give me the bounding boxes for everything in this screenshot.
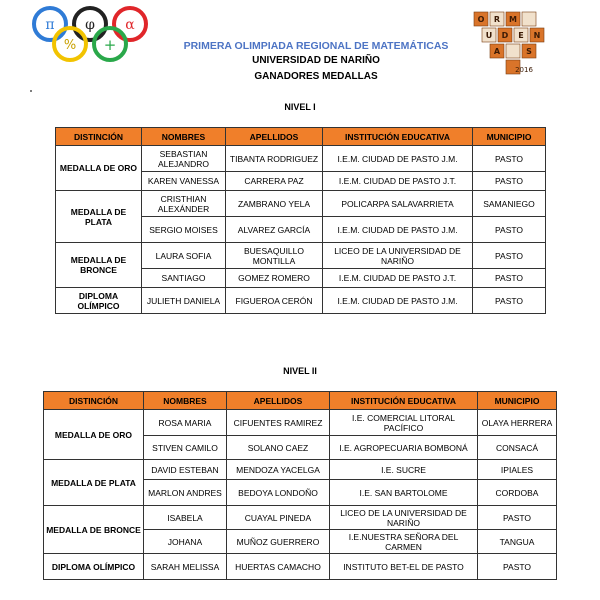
distinction-cell: MEDALLA DE ORO [44, 410, 144, 460]
municipality-cell: PASTO [473, 217, 546, 243]
plus-symbol: + [103, 36, 117, 54]
cube-letter: D [501, 31, 509, 40]
distinction-cell: MEDALLA DE PLATA [44, 460, 144, 506]
table-row [56, 191, 546, 217]
level-2-table [43, 391, 557, 580]
institution-cell: I.E. COMERCIAL LITORAL PACÍFICO [330, 410, 478, 436]
surnames-cell: BEDOYA LONDOÑO [227, 480, 330, 506]
names-cell: ROSA MARIA [144, 410, 227, 436]
table-body [56, 146, 546, 314]
institution-cell: LICEO DE LA UNIVERSIDAD DE NARIÑO [323, 243, 473, 269]
names-cell: CRISTHIAN ALEXÁNDER [142, 191, 226, 217]
names-cell: DAVID ESTEBAN [144, 460, 227, 480]
names-cell: JOHANA [144, 530, 227, 554]
cube-year: 2016 [515, 66, 533, 74]
municipality-cell: CORDOBA [478, 480, 557, 506]
cube-letter: E [518, 31, 524, 40]
olympiad-title: PRIMERA OLIMPIADA REGIONAL DE MATEMÁTICAS [183, 40, 449, 52]
page-header [0, 0, 600, 100]
column-header: APELLIDOS [226, 128, 323, 146]
names-cell: SERGIO MOISES [142, 217, 226, 243]
table-header-row [56, 128, 546, 146]
distinction-cell: MEDALLA DE ORO [56, 146, 142, 191]
level-1-title: NIVEL I [284, 102, 316, 112]
municipality-cell: PASTO [473, 269, 546, 288]
institution-cell: I.E.M. CIUDAD DE PASTO J.T. [323, 269, 473, 288]
surnames-cell: GOMEZ ROMERO [226, 269, 323, 288]
institution-cell: I.E. AGROPECUARIA BOMBONÁ [330, 436, 478, 460]
cube-letter: O [477, 15, 485, 24]
municipality-cell: PASTO [473, 243, 546, 269]
stray-dot [30, 90, 32, 92]
surnames-cell: ZAMBRANO YELA [226, 191, 323, 217]
cube-letter: M [509, 15, 517, 24]
surnames-cell: CIFUENTES RAMIREZ [227, 410, 330, 436]
table-row [44, 506, 557, 530]
institution-cell: I.E.M. CIUDAD DE PASTO J.M. [323, 146, 473, 172]
names-cell: STIVEN CAMILO [144, 436, 227, 460]
cube-letter: U [485, 31, 493, 40]
column-header: INSTITUCIÓN EDUCATIVA [330, 392, 478, 410]
cube-letter: R [493, 15, 501, 24]
surnames-cell: TIBANTA RODRIGUEZ [226, 146, 323, 172]
table-row [44, 554, 557, 580]
percent-symbol: % [63, 38, 77, 53]
surnames-cell: CARRERA PAZ [226, 172, 323, 191]
names-cell: SARAH MELISSA [144, 554, 227, 580]
names-cell: SANTIAGO [142, 269, 226, 288]
column-header: MUNICIPIO [478, 392, 557, 410]
institution-cell: I.E.M. CIUDAD DE PASTO J.M. [323, 288, 473, 314]
table-row [44, 410, 557, 436]
winners-subtitle: GANADORES MEDALLAS [254, 71, 378, 82]
municipality-cell: PASTO [478, 554, 557, 580]
surnames-cell: HUERTAS CAMACHO [227, 554, 330, 580]
distinction-cell: MEDALLA DE PLATA [56, 191, 142, 243]
surnames-cell: CUAYAL PINEDA [227, 506, 330, 530]
table-row [56, 146, 546, 172]
pi-symbol: π [45, 17, 55, 33]
municipality-cell: CONSACÁ [478, 436, 557, 460]
institution-cell: POLICARPA SALAVARRIETA [323, 191, 473, 217]
municipality-cell: SAMANIEGO [473, 191, 546, 217]
table-header-row [44, 392, 557, 410]
table-row [56, 243, 546, 269]
names-cell: LAURA SOFIA [142, 243, 226, 269]
institution-cell: I.E.M. CIUDAD DE PASTO J.M. [323, 217, 473, 243]
column-header: DISTINCIÓN [56, 128, 142, 146]
municipality-cell: PASTO [473, 172, 546, 191]
column-header: NOMBRES [142, 128, 226, 146]
surnames-cell: ALVAREZ GARCÍA [226, 217, 323, 243]
municipality-cell: PASTO [478, 506, 557, 530]
surnames-cell: FIGUEROA CERÓN [226, 288, 323, 314]
university-name: UNIVERSIDAD DE NARIÑO [252, 55, 380, 66]
institution-cell: LICEO DE LA UNIVERSIDAD DE NARIÑO [330, 506, 478, 530]
surnames-cell: MENDOZA YACELGA [227, 460, 330, 480]
names-cell: MARLON ANDRES [144, 480, 227, 506]
municipality-cell: OLAYA HERRERA [478, 410, 557, 436]
column-header: APELLIDOS [227, 392, 330, 410]
table-row [56, 288, 546, 314]
distinction-cell: MEDALLA DE BRONCE [44, 506, 144, 554]
distinction-cell: MEDALLA DE BRONCE [56, 243, 142, 288]
surnames-cell: MUÑOZ GUERRERO [227, 530, 330, 554]
names-cell: ISABELA [144, 506, 227, 530]
municipality-cell: TANGUA [478, 530, 557, 554]
municipality-cell: IPIALES [478, 460, 557, 480]
names-cell: KAREN VANESSA [142, 172, 226, 191]
institution-cell: I.E.NUESTRA SEÑORA DEL CARMEN [330, 530, 478, 554]
municipality-cell: PASTO [473, 288, 546, 314]
cube-letter: N [533, 31, 541, 40]
table-body [44, 410, 557, 580]
names-cell: SEBASTIAN ALEJANDRO [142, 146, 226, 172]
phi-symbol: φ [85, 17, 95, 33]
surnames-cell: BUESAQUILLO MONTILLA [226, 243, 323, 269]
column-header: INSTITUCIÓN EDUCATIVA [323, 128, 473, 146]
cube-letter: A [493, 47, 501, 56]
table-row [44, 460, 557, 480]
institution-cell: I.E. SAN BARTOLOME [330, 480, 478, 506]
surnames-cell: SOLANO CAEZ [227, 436, 330, 460]
level-1-table [55, 127, 546, 314]
institution-cell: I.E. SUCRE [330, 460, 478, 480]
alpha-symbol: α [125, 17, 135, 33]
level-2-title: NIVEL II [283, 366, 317, 376]
distinction-cell: DIPLOMA OLÍMPICO [56, 288, 142, 314]
institution-cell: INSTITUTO BET-EL DE PASTO [330, 554, 478, 580]
cube-letter: S [526, 47, 532, 56]
municipality-cell: PASTO [473, 146, 546, 172]
column-header: DISTINCIÓN [44, 392, 144, 410]
distinction-cell: DIPLOMA OLÍMPICO [44, 554, 144, 580]
column-header: MUNICIPIO [473, 128, 546, 146]
column-header: NOMBRES [144, 392, 227, 410]
names-cell: JULIETH DANIELA [142, 288, 226, 314]
institution-cell: I.E.M. CIUDAD DE PASTO J.T. [323, 172, 473, 191]
